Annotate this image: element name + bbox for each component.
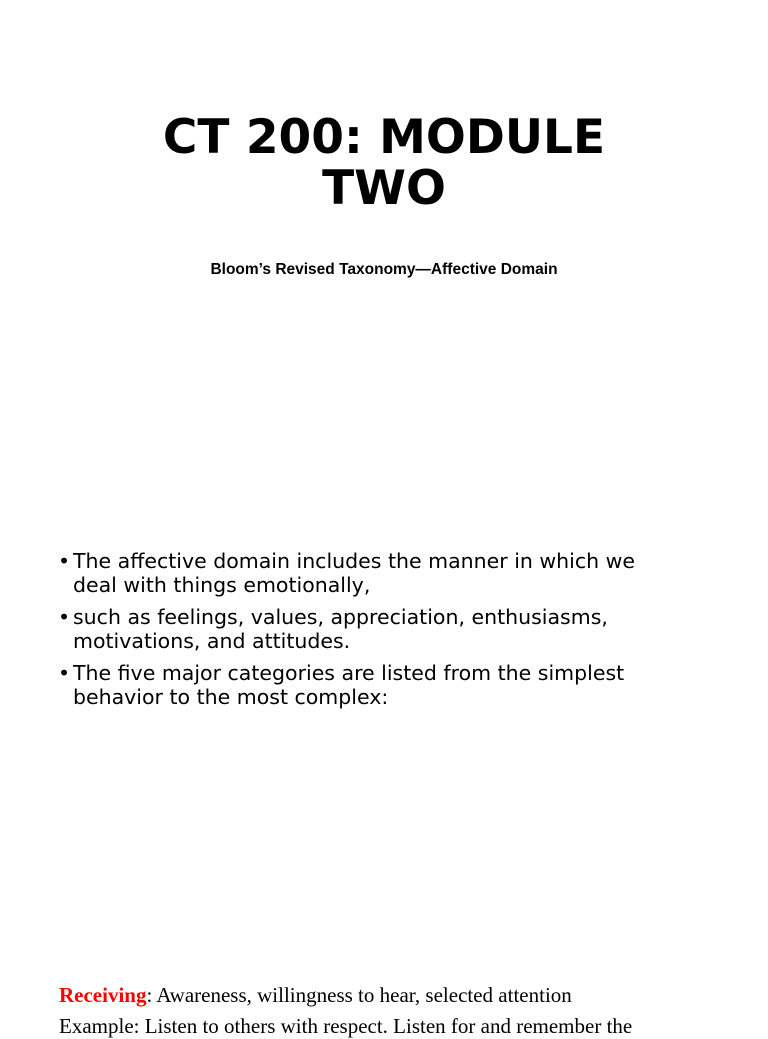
bullet-glyph: • [58, 605, 71, 629]
list-item [58, 605, 718, 653]
bullet-glyph: • [58, 661, 71, 685]
bullet-text-line-1: such as feelings, values, appreciation, enthusiasms, [73, 605, 608, 629]
receiving-term: Receiving [59, 983, 147, 1007]
receiving-definition [59, 982, 759, 1008]
page-title-line-1: CT 200: MODULE [162, 110, 606, 165]
page-title [0, 112, 768, 214]
list-item [58, 661, 718, 709]
bullet-text-line-1: The affective domain includes the manner in which we [73, 549, 636, 573]
page-title-line-2: TWO [322, 161, 446, 216]
receiving-definition-text: Awareness, willingness to hear, selected attention [152, 983, 572, 1007]
receiving-colon: : [146, 983, 153, 1007]
example-text: Example: Listen to others with respect. Listen for and remember the [59, 1014, 633, 1038]
list-item [58, 549, 718, 597]
bullet-text-line-2: motivations, and attitudes. [73, 629, 351, 653]
bullet-list [58, 549, 718, 717]
bullet-glyph: • [58, 549, 71, 573]
bullet-text-line-1: The five major categories are listed from the simplest [73, 661, 625, 685]
bullet-text-line-2: behavior to the most complex: [73, 685, 389, 709]
page-subtitle: Bloom’s Revised Taxonomy—Affective Domain [210, 261, 558, 278]
bullet-text-line-2: deal with things emotionally, [73, 573, 371, 597]
